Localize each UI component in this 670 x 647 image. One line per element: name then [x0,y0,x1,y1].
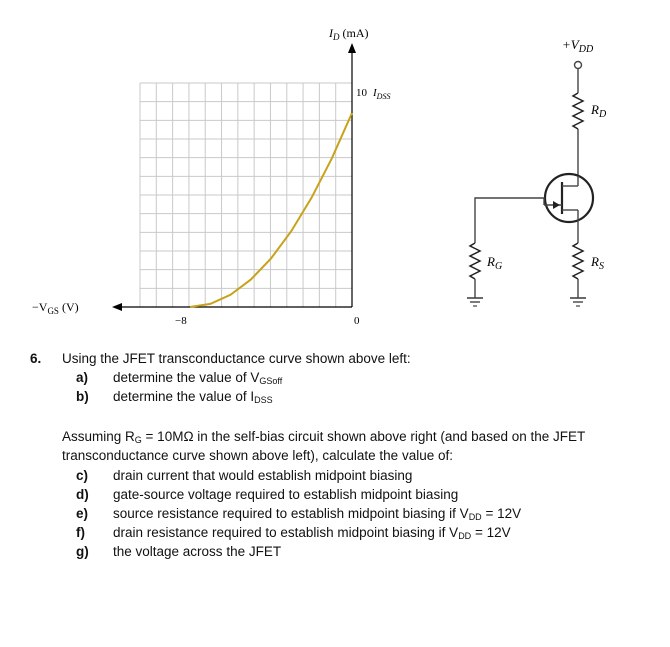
rg-label: $R_G$ [487,254,503,272]
question-number: 6. [30,351,42,366]
item-a-text: determine the value of $V_{GSoff}$ [113,370,283,386]
question-intro: Using the JFET transconductance curve shown above left: [62,351,411,366]
origin-label: 0 [354,315,360,327]
item-d-text: gate-source voltage required to establish midpoint biasing [113,487,459,502]
item-g-letter: g) [76,544,89,559]
item-e-letter: e) [76,506,89,521]
item-b-text: determine the value of $I_{DSS}$ [113,389,273,405]
item-g-text: the voltage across the JFET [113,544,282,559]
item-f-text: drain resistance required to establish midpoint biasing if $V_{DD} = 12V$ [113,525,511,541]
item-e-text: source resistance required to establish midpoint biasing if $V_{DD} = 12V$ [113,506,522,522]
item-c-text: drain current that would establish midpoint biasing [113,468,413,483]
assumption-line-2: transconductance curve shown above left), calculate the value of: [62,448,453,463]
item-f-letter: f) [76,525,85,540]
rs-label: $R_S$ [591,254,604,272]
assumption-line-1: Assuming $R_G = 10M\Omega$ in the self-bias circuit shown above right (and based on the JFET [62,429,586,445]
item-c-letter: c) [76,468,89,483]
item-d-letter: d) [76,487,89,502]
y-axis-label: $I_D$ (mA) [329,26,369,42]
x-axis-label: $-V_{GS}$ (V) [32,300,79,316]
rd-label: $R_D$ [591,102,607,120]
idss-label: 10 $I_{DSS}$ [356,87,391,101]
vdd-label: $+V_{DD}$ [562,37,594,55]
item-b-letter: b) [76,389,89,404]
x-tick-label: −8 [175,315,187,327]
item-a-letter: a) [76,370,89,385]
